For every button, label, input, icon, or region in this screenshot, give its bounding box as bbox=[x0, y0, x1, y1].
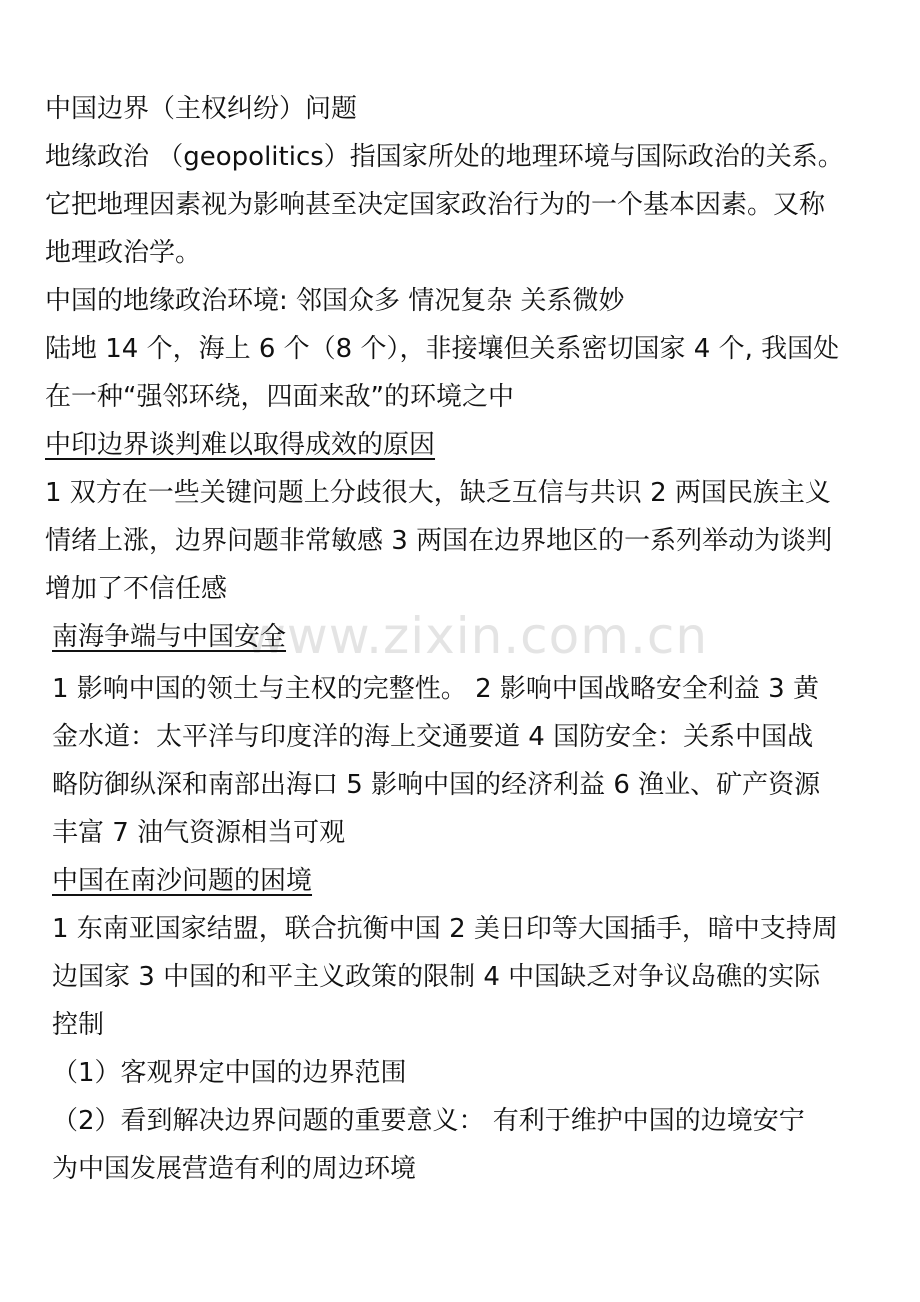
paragraph-line: 1 双方在一些关键问题上分歧很大，缺乏互信与共识 2 两国民族主义 bbox=[45, 478, 831, 508]
list-item-2: （2）看到解决边界问题的重要意义： 有利于维护中国的边境安宁 bbox=[52, 1106, 805, 1136]
paragraph-line: 地理政治学。 bbox=[45, 238, 202, 268]
section-heading-south-china-sea: 南海争端与中国安全 bbox=[52, 622, 287, 652]
paragraph-line: 它把地理因素视为影响甚至决定国家政治行为的一个基本因素。又称 bbox=[45, 190, 826, 220]
paragraph-line: 略防御纵深和南部出海口 5 影响中国的经济利益 6 渔业、矿产资源 bbox=[52, 770, 821, 800]
paragraph-line: 边国家 3 中国的和平主义政策的限制 4 中国缺乏对争议岛礁的实际 bbox=[52, 962, 821, 992]
section-heading-sino-indian: 中印边界谈判难以取得成效的原因 bbox=[45, 430, 436, 460]
section-title-border-issues: 中国边界（主权纠纷）问题 bbox=[45, 94, 358, 124]
paragraph-line: 陆地 14 个，海上 6 个（8 个），非接壤但关系密切国家 4 个, 我国处 bbox=[45, 334, 840, 364]
paragraph-line: 1 东南亚国家结盟，联合抗衡中国 2 美日印等大国插手，暗中支持周 bbox=[52, 914, 838, 944]
paragraph-line: 情绪上涨，边界问题非常敏感 3 两国在边界地区的一系列举动为谈判 bbox=[45, 526, 833, 556]
paragraph-line: 1 影响中国的领土与主权的完整性。 2 影响中国战略安全利益 3 黄 bbox=[52, 674, 819, 704]
paragraph-line: 为中国发展营造有利的周边环境 bbox=[52, 1154, 417, 1184]
paragraph-line: 丰富 7 油气资源相当可观 bbox=[52, 818, 346, 848]
paragraph-line: 在一种“强邻环绕，四面来敌”的环境之中 bbox=[45, 382, 514, 412]
paragraph-line: 地缘政治 （geopolitics）指国家所处的地理环境与国际政治的关系。 bbox=[45, 142, 844, 172]
paragraph-line: 金水道：太平洋与印度洋的海上交通要道 4 国防安全：关系中国战 bbox=[52, 722, 814, 752]
paragraph-line: 中国的地缘政治环境: 邻国众多 情况复杂 关系微妙 bbox=[45, 286, 625, 316]
paragraph-line: 控制 bbox=[52, 1010, 105, 1040]
paragraph-line: 增加了不信任感 bbox=[45, 574, 228, 604]
section-heading-nansha: 中国在南沙问题的困境 bbox=[52, 866, 313, 896]
list-item-1: （1）客观界定中国的边界范围 bbox=[52, 1058, 407, 1088]
watermark: www.zixin.com.cn bbox=[245, 607, 709, 665]
